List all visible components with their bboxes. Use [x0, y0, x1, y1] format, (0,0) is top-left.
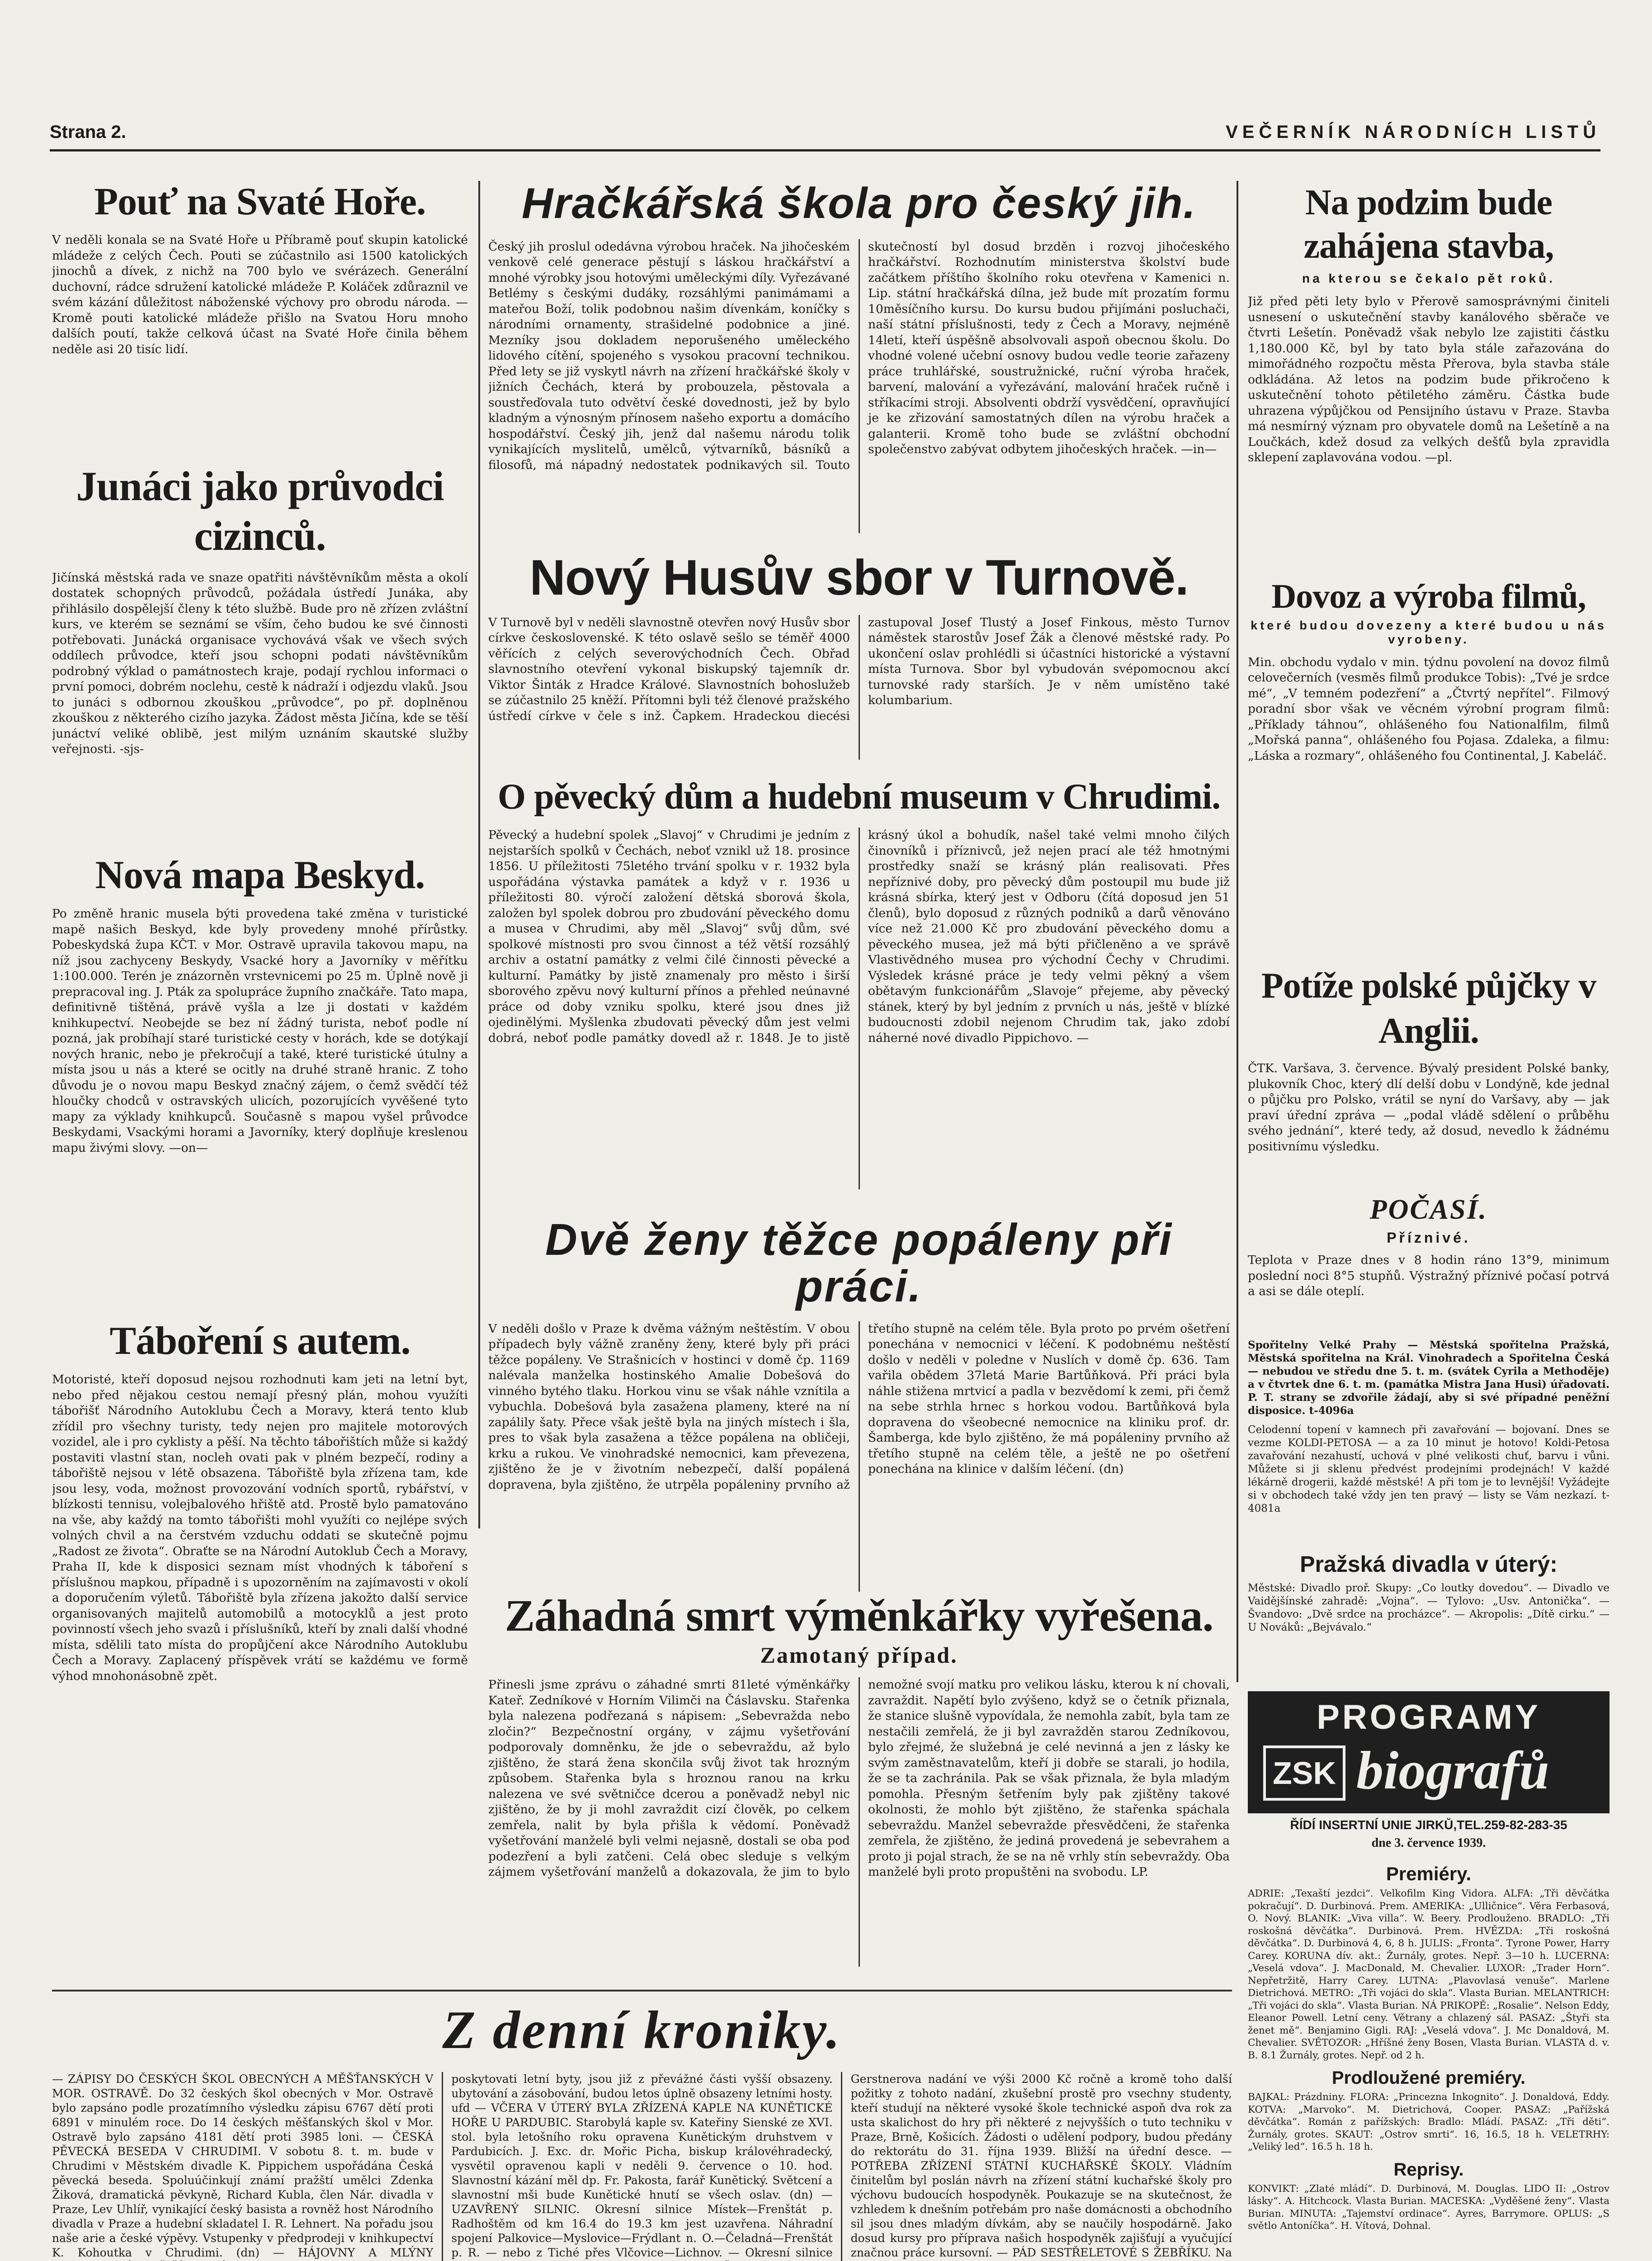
column-rule	[1237, 181, 1238, 1682]
article-body: Jičínská městská rada ve snaze opatřiti návštěvníkům města a okolí dostatek schopných průvodců, požádala ústředí Junáka, aby přihlásilo dospělejší členy k této službě. Bude pro ně zřízen zvláštní kurs, ve kterém se seznámí se vším, čeho budou ke své činnosti potřebovati. Junácká organisace vychovává však ve všech svých oddílech průvodce, kteří jsou schopni podati návštěvníkům podrobný výklad o památnostech kraje, podají rychlou informaci o první pomoci, dobrém noclehu, cestě k nádraží i odjezdu vlaků. Jsou to junáci s odbornou zkouškou „průvodce“, po př. doplněnou zkouškou z některého cizího jazyka. Žádost města Jičína, kde se těší junáctví veliké oblibě, jest milým uznáním skautské služby veřejnosti. -sjs-	[52, 570, 468, 757]
article-title: Na podzim bude zahájena stavba,	[1303, 183, 1554, 266]
section-body: — ZÁPISY DO ČESKÝCH ŠKOL OBECNÝCH A MĚŠŤANSKÝCH V MOR. OSTRAVĚ. Do 32 českých škol obecných v Mor. Ostravě bylo zapsáno podle prozatímního výsledku zápisu 6767 dětí proti 6891 v minulém roce. Do 14 českých měšťanských škol v Mor. Ostravě bylo zapsáno 4181 dětí proti 3985 loni. — ČESKÁ PĚVECKÁ BESEDA V CHRUDIMI. V sobotu 8. t. m. bude v Chrudimi v Městském divadle K. Pippichem uspořádána Česká pěvecká beseda. Spoluúčinkují známí pražští umělci Zdenka Žiková, dramatická pěvkyně, Richard Kubla, člen Nár. divadla v Praze, Lev Uhlíř, vynikající český basista a rovněž host Národního divadla v Praze a hudební skladatel I. R. Lehnert. Na pořadu jsou naše arie a české výpěvy. Vstupenky v předprodeji v knihkupectví K. Kohoutka v Chrudimi. (dn) — HÁJOVNY A MLÝNY poskytovati letní byty, jsou již z převážné části vyšší obsazeny. ubytování a zásobování, budou letos úplně obsazeny letními hosty. ufd — VČERA V ÚTERÝ BYLA ZŘÍZENÁ KAPLE NA KUNĚTICKÉ HOŘE U PARDUBIC. Starobylá kaple sv. Kateřiny Sienské ze XVI. stol. byla letošního roku opravena Kunětickým druhstvem v Pardubicích. J. Exc. dr. Mořic Picha, biskup královéhradecký, vysvětil opravenou kapli v neděli 9. července o 10. hod. Slavnostní kázání měl dp. Fr. Pakosta, farář Kunětický. Světcení a slavnostní mši bude Kunětické hnutí se všech oslav. (dn) — UZAVŘENÝ SILNIC. Okresní silnice Místek—Frenštát p. Radhoštěm od km 16.4 do 19.3 km jest uzavřena. Náhradní spojení Palkovice—Myslovice—Frýdlant n. O.—Čeladná—Frenštát p. R. — nebo z Tiché přes Vlčovice—Lichnov. — Okresní silnice Gerstnerova nadání ve výši 2000 Kč ročně a kromě toho další požitky z tohoto nadání, zkušební prostě pro vsechny studenty, kteří studují na některé vysoké škole technické aspoň dva rok za usta skalichost do hry při některé z nejvyšších o tuto techniku v Praze, Brně, Košicích. Žádosti o udělení podpory, budou předány do rektorátu do 31. října 1939. Bližší na úřední desce. — POTŘEBA ZŘÍZENÍ STÁTNÍ KUCHAŘSKÉ ŠKOLY. Vládním činitelům byl poslán návrh na zřízení státní kuchařské školy pro výchovu budoucích hospodyněk. Poukazuje se na skutečnost, že vzhledem k dnešním potřebám pro naše domácnosti a obchodního sil jsou dnes mladým dívkám, aby se naučily hospodárně. Jako dosud kursy pro příprava našich hospodyněk zajišťují a vyučující značnou práce kursovní. — PÁD SESTŘELETOVÉ S ŽEBŘÍKU. Na	[52, 2072, 1232, 2259]
article-dve-zeny	[488, 1216, 1230, 1592]
article-pevecky-dum	[488, 778, 1230, 1198]
article-body: Již před pěti lety bylo v Přerově samosprávnými činiteli usnesení o uskutečnění stavby kanálového sběrače ve čtvrti Lešetín. Poněvadž však nebylo lze zajistiti částku 1,180.000 Kč, byl by tato byla stále zařazována do mimořádného rozpočtu města Přerova, byla stavba stále odkládána. Až letos na podzim bude přikročeno k uskutečnění tohoto pětiletého záměru. Částka bude uhrazena výpůjčkou od Pensijního ústavu v Praze. Stavba má nesmírný význam pro obyvatele domů na Lešetíně a na Loučkách, kdež dosud za velkých dešťů byla zpravidla sklepení zaplavována vodou. —pl.	[1248, 294, 1610, 464]
article-title: Nový Husův sbor v Turnově.	[529, 552, 1189, 605]
article-body: V neděli došlo v Praze k dvěma vážným neštěstím. V obou případech byly vážně zraněny ženy, které byly při práci těžce popáleny. Ve Strašnicích v hostinci v domě čp. 1169 nalévala manželka hostinského Amalie Dobešová do vinného bytého tlaku. Horkou vinu se však náhle vznítila a vybuchla. Dobešová byla zasažena plameny, které na ní zapálily šaty. Přece však ještě byla na jiných místech i šla, pres to však byla zasažena a těžce popálena na obličeji, krku a rukou. Ve vinohradské nemocnici, kam převezena, zjištěno že je v životním nebezpečí, další popálená dopravena, byla zjištěno, že utrpěla popáleniny prvního až třetího stupně na celém těle. Byla proto po prvém ošetření ponechána v nemocnici v léčení. K podobnému neštěstí došlo v neděli v poledne v Nuslích v domě čp. 636. Tam vařila obědem 37letá Marie Bartůňková. Při práci byla náhle stižena mrtvicí a padla v bezvědomí k zemi, při čemž na sebe strhla hrnec s horkou vodou. Bartůňková byla dopravena do všeobecné nemocnice na kliniku prof. dr. Šamberga, kde bylo zjištěno, že má popáleniny prvního až třetího stupně na celém těle, a ještě ne po ošetření ponechána na klinice v dalším léčení. (dn)	[488, 1321, 1230, 1492]
article-hrackarska-skola	[488, 181, 1230, 538]
article-body: V neděli konala se na Svaté Hoře u Příbramě pouť skupin katolické mládeže z celých Čech. Pouti se zúčastnilo asi 1500 katolických jinochů a dívek, z nichž na 700 bylo ve svérázech. Generální duchovní, rádce sdružení katolické mládeže P. Koláček zdůraznil ve svém kázání důležitost náboženské výchovy pro obrodu národa. — Kromě pouti katolické mládeže přišlo na Svatou Horu mnoho dalších poutí, takže celková účast na Svaté Hoře činila během neděle asi 20 tisíc lidí.	[52, 233, 468, 356]
article-title: Pouť na Svaté Hoře.	[94, 181, 426, 223]
article-body: Pěvecký a hudební spolek „Slavoj“ v Chrudimi je jedním z nejstarších spolků v Čechách, neboť vznikl už 18. prosince 1856. U příležitosti 75letého trvání spolku v r. 1932 byla uspořádána výstavka památek a když v r. 1936 u příležitosti 80. výročí založení dětská sborová škola, založen byl spolek dobrou pro zbudování pěveckého domu a musea v Chrudimi, aby měl „Slavoj“ svůj dům, své spolkové místnosti pro svou činnost a též větší rozsáhlý archiv a ostatní památky z velmi čilé činnosti pěvecké a kulturní. Památky by jistě znamenaly pro město i širší sborového zpěvu nový kulturní přínos a přehled neúnavné práce od doby vzniku spolku, které jsou dnes již ojedinělými. Myšlenka zbudovati pěvecký dům jest velmi dobrá, neboť podle památky dovedl až r. 1848. Je to jistě krásný úkol a bohudík, našel také velmi mnoho čilých činovníků i příznivců, jež nejen prací ale též hmotnými prostředky snaží se krásný plán realisovati. Přes nepříznivé doby, pro pěvecký dům postoupil mu bude již krásná sbírka, který jest v Odboru (čítá doposud jen 51 členů), bylo doposud z různých podniků a darů věnováno více než 21.000 Kč pro zbudování pěveckého domu a pěveckého musea, jež má býti přičleněno a ve správě Vlastivědného musea pro východní Čechy v Chrudimi. Výsledek krásné práce je tedy velmi pěkný a všem obětavým funkcionářům „Slavoje“ přejeme, aby pěvecký stánek, který by byl jedním z prvních u nás, ještě v blízké budoucnosti zdobil nejenom Chrudim tak, jako zdobí náherné nové divadlo Pippichovo. —	[488, 828, 1230, 1045]
prodlouzene-body: BAJKAL: Prázdniny. FLORA: „Princezna Inkognito“. J. Donaldová, Eddy. KOTVA: „Marvoko“. M. Dietrichová, Cooper. PASAZ: „Pařížská děvčátka“. Román z pařížských: Bradlo: Mládí. PASAZ: „Tři děti“. Žurnály, grotes. SKAUT: „Ostrov smrti“. 16, 16.5, 18 h. VELETRHY: „Veliký led“. 16.5 h. 18 h.	[1248, 2091, 1610, 2152]
premiery-title: Premiéry.	[1386, 1863, 1472, 1884]
section-rule	[52, 1990, 1232, 1991]
weather-body: Teplota v Praze dnes v 8 hodin ráno 13°9, minimum poslední noci 8°5 stupňů. Výstražný příznivé počasí potrvá a asi se dále oteplí.	[1248, 1253, 1610, 1298]
article-body: Přinesli jsme zprávu o záhadné smrti 81leté výměnkářky Kateř. Zedníkové v Horním Vilimči na Čáslavsku. Stařenka byla nalezena podřezaná s nápisem: „Sebevražda nebo zločin?“ Bezpečnostní orgány, v zájmu vyšetřování podporovaly domněnku, že jde o sebevraždu, až bylo zjištěno, že stará žena skončila svůj život tak hrozným způsobem. Stařenka byla s hroznou ranou na krku nalezena ve své světničce dcerou a poněvadž nebyl nic zjištěno, že by ji mohl zavraždit cizí člověk, po celkem zemřela, nalit by byla přišla k vědomí. Poněvadž vyšetřování manželé byli velmi nejasně, dostali se oba pod podezření a byli zatčeni. Celá obec sleduje s velkým zájmem vyšetřování manželů a dokazovala, že jim to bylo nemožné svojí matku pro velikou lásku, kterou k ní chovali, zavraždit. Napětí bylo zvýšeno, když se o četník přiznala, že stanice slušně vypovídala, že nemohla zabít, byla tam ze nestačili zemřelá, že ji byl zavražděn starou Zedníkovou, bylo zřejmé, že služebná je celé nevinná a jen z lásky ke svým zaměstnavatelům, kteří ji dobře se starali, jo hodila, že se ta zachránila. Pak se však přiznala, že byla mladým pomohla. Přesným šetřením byly pak zjištěny takové okolnosti, že mohlo být zjištěno, že stařenka spáchala sebevraždu. Manžel sebevražde přesvědčeni, že stařenka zemřela, že zjištěno, že jediná provedená je sebevrahem a proto ji pojal strach, že se na ně vrhly stín sebevraždy. Oba manželé byli proto propuštěni na svobodu. LP.	[488, 1678, 1230, 1879]
column-rule	[478, 181, 480, 1528]
theatre-body: Městské: Divadlo proř. Skupy: „Co loutky dovedou“. — Divadlo ve Vaidějšínské zahradě: „Vojna“. — Tylovo: „Usv. Antonička“. — Švandovo: „Dvě srdce na procházce“. — Akropolis: „Dítě cirku.“ — U Nováků: „Bejvávalo.“	[1248, 1582, 1610, 1633]
premiery-body: ADRIE: „Texaští jezdci“. Velkofilm King Vidora. ALFA: „Tři děvčátka pokračují“. D. Durbinová. Prem. AMERIKA: „Ulličnice“. Věra Ferbasová, O. Nový. BLANIK: „Viva villa“. W. Beery. Prodlouženo. BRADLO: „Tři roskošná děvčátka“. Durbinová. Prem. HVĚZDA: „Tři roskošná děvčátka“. D. Durbinová 4, 6, 8 h. JULIS: „Fronta“. Tyrone Power, Harry Carey. KORUNA dív. akt.: Žurnály, grotes. Nepř. 3—10 h. LUCERNA: „Veselá vdova“. J. MacDonald, M. Chevalier. LUXOR: „Trader Horn“. Nepřetržitě, Harry Carey. LUTNA: „Plavovlasá venuše“. Marlene Dietrichová. METRO: „Tři vojáci do skla“. Vlasta Burian. MELANTRICH: „Tři vojáci do skla“. Vlasta Burian. NÁ PRIKOPĚ: „Rosalie“. Nelson Eddy, Eleanor Powell. Letní ceny. Větrany a chlazený sál. PASAZ: „Štyři sta ženet mě“. Benjamino Gigli. RAJ: „Veselá vdova“. J. Mc Donaldová, M. Chevalier. SVĚTOZOR: „Hříšné ženy Bosen, Vlasta Burian. VLASTA d. v. B. 8.1 Žurnály, grotes. Nepř. od 2 h.	[1248, 1888, 1610, 2061]
weather-subtitle: Příznivé.	[1387, 1230, 1471, 1246]
article-pout	[52, 181, 468, 461]
article-body: ČTK. Varšava, 3. července. Bývalý president Polské banky, plukovník Choc, který dlí delší dobu v Londýně, kde jednal o půjčku pro Polsko, vrátil se nyní do Varšavy, aby — jak praví úřední zpráva — „podal vládě sdělení o průběhu svého jednání“, které tedy, až dosud, nevedlo k žádnému positivnímu výsledku.	[1248, 1061, 1610, 1154]
article-zahadna-smrt	[488, 1592, 1230, 1981]
ad-publisher: ŘÍDÍ INSERTNÍ UNIE JIRKŮ,TEL.259-82-283-35	[1290, 1818, 1567, 1832]
article-subtitle: Zamotaný případ.	[760, 1642, 958, 1668]
article-dovoz-filmu	[1248, 579, 1610, 968]
ad-heading: PROGRAMY	[1317, 1698, 1541, 1736]
article-title: Táboření s autem.	[109, 1320, 411, 1363]
article-title: Nová mapa Beskyd.	[95, 855, 425, 897]
theatre-listing	[1248, 1551, 1610, 1687]
article-title: O pěvecký dům a hudební museum v Chrudimi.	[497, 778, 1221, 817]
article-body: Motoristé, kteří doposud nejsou rozhodnuti kam jeti na letní byt, nebo před nějakou cestou nemají přesný plán, mohou využíti tábořišť Národního Autoklubu Čech a Moravy, která tento klub zřídil pro všechny turisty, tedy nejen pro majitele motorových vozidel, ale i pro cyklisty a pěší. Na těchto tábořištích může si každý postaviti vlastní stan, nocleh ovati pak v plném bezpečí, rodiny a tábořiště nejsou v létě obsazena. Tábořiště byla zřízena tam, kde jsou lesy, voda, možnost provozování vodních sportů, rybářství, v blízkosti tennisu, volejbalového hřiště atd. Prostě bylo pamatováno na vše, aby každý na tomto tábořišti mohl využíti co nejlépe svých volných chvil a na čerstvém vzduchu oddati se skutečně pojmu „Radost ze života“. Obraťte se na Národní Autoklub Čech a Moravy, Praha II, kde k disposici seznam míst vhodných k táboření s příslušnou mapkou, případně i s upozorněním na zajímavosti v okolí a doporučením výletů. Tábořiště byla zřízena jakožto další service organisovaných majitelů automobilů a motocyklů a jest proto povinností všech jeho svazů i příslušníků, kteří by znali další vhodné místa, sdělili tato místa do propůjčení akce Národního Autoklubu Čech a Moravy. Zaplacený příspěvek vrátí se každému ve formě výhod mnohonásobně zpět.	[52, 1372, 468, 1683]
ad-footer	[1248, 1818, 1610, 1863]
theatre-title: Pražská divadla v úterý:	[1300, 1551, 1558, 1577]
article-husuv-sbor	[488, 552, 1230, 764]
prodlouzene-title: Prodloužené premiéry.	[1331, 2068, 1526, 2088]
notice-sporitelny: Spořitelny Velké Prahy — Městská spořitelna Pražská, Městská spořitelna na Král. Vinohradech a Spořitelna Česká — nebudou ve středu dne 5. t. m. (svátek Cyrila a Methoděje) a v čtvrtek dne 6. t. m. (památka Mistra Jana Husi) úřadovati. P. T. strany se zdvořile žádají, aby si své případné peněžní disposice. t-4096a	[1248, 1339, 1610, 1417]
reprisy-body: KONVIKT: „Zlaté mládí“. D. Durbinová, M. Douglas. LIDO II: „Ostrov lásky“. A. Hitchcock. Vlasta Burian. MACESKA: „Vyděšené ženy“. Vlasta Burian. MINUTA: „Tajemství ordinace“. Ayres, Barrymore. OPLUS: „S světlo Antoníčka“. H. Vítová, Dohnal.	[1248, 2183, 1610, 2232]
page-header	[50, 122, 1600, 151]
article-body: Min. obchodu vydalo v min. týdnu povolení na dovoz filmů celovečerních (vesměs filmů produkce Tobis): „Tvé je srdce mé“, „V temném podezření“ a „Čtvrtý nepřítel“. Filmový poradní sbor však ve věcném výrobní program filmů: „Příklady táhnou“, ohlášeného fou Nationalfilm, filmů „Mořská panna“, ohlášeného fou Pojasa. Zdaleka, a filmu: „Láska a rozmary“, ohlášeného fou Continental, J. Kabeláč.	[1248, 655, 1610, 763]
ad-zsk-logo: ZSK	[1263, 1745, 1345, 1801]
page-number: Strana 2.	[50, 122, 126, 142]
reprisy-title: Reprisy.	[1393, 2159, 1464, 2180]
notice-koldi-petosa: Celodenní topení v kamnech při zavařování — bojovaní. Dnes se vezme KOLDI-PETOSA — a za 10 minut je hotovo! Koldi-Petosa zavařování nezahustí, uchová v plné velikosti chuť, barvu i vůni. Můžete si ji sklenu předvést prodejními prodejnách! V každé lékárně drogerii, každé městské! A při tom je to levnější! Vyžádejte si v obchodech také vždy jen ten pravý — listy se Vám nezkazí. t-4081a	[1248, 1424, 1610, 1514]
article-stavba	[1248, 181, 1610, 574]
article-subtitle: které budou dovezeny a které budou u nás vyrobeny.	[1251, 618, 1607, 646]
article-body: V Turnově byl v neděli slavnostně otevřen nový Husův sbor církve československé. K této oslavě sešlo se téměř 4000 věřících z celých severovýchodních Čech. Obřad slavnostního otevření vykonal biskupský tajemník dr. Viktor Šinták z Hradce Králové. Slavnostních bohoslužeb se zúčastnilo 25 kněží. Přítomni byli též členové pražského ústředí církve v čele s inž. Čapkem. Hradeckou diecési zastupoval Josef Tlustý a Josef Finkous, město Turnov náměstek starostův Josef Žák a členové městské rady. Po ukončení oslav prohlédli si účastníci historické a výstavní místa Turnova. Sbor byl vybudován svépomocnou akcí turnovské rady starších. Je v něm umístěno také kolumbarium.	[488, 615, 1230, 723]
article-title: Záhadná smrt výměnkářky vyřešena.	[505, 1592, 1213, 1641]
cinema-listings	[1248, 1863, 1610, 2261]
weather-title: POČASÍ.	[1369, 1194, 1488, 1225]
article-subtitle: na kterou se čekalo pět roků.	[1302, 271, 1555, 285]
section-z-denni-kroniky	[52, 1999, 1232, 2261]
article-taboreni	[52, 1320, 468, 1836]
weather-box	[1248, 1194, 1610, 1339]
article-mapa-beskyd	[52, 855, 468, 1320]
article-title: Potíže polské půjčky v Anglii.	[1261, 966, 1596, 1051]
ad-script: biografů	[1356, 1740, 1549, 1800]
ad-date: dne 3. července 1939.	[1371, 1836, 1486, 1850]
article-title: Dovoz a výroba filmů,	[1271, 579, 1586, 615]
section-title: Z denní kroniky.	[442, 2000, 842, 2060]
article-body: Po změně hranic musela býti provedena také změna v turistické mapě našich Beskyd, kde byly provedeny mnohé přírůstky. Pobeskydská župa KČT. v Mor. Ostravě upravila takovou mapu, na níž jsou zachyceny Beskydy, Vsacké hory a Javorníky v měřítku 1:100.000. Terén je znázorněn vrstevnicemi po 25 m. Úplně nově ji prepracoval ing. J. Pták za spolupráce župního značkáře. Tato mapa, definitivně tištěná, právě vyšla a lze ji dostati v každém knihkupectví. Neobejde se bez ní žádný turista, neboť podle ní pozná, jak probíhají staré turistické cesty v horách, kde se dotýkají nových hranic, nebo je překročují a také, které turistické útulny a místa jsou u nás a které se ocitly na druhé straně hranic. Z toho důvodu je o novou mapu Beskyd značný zájem, o čemž svědčí též hloučky chodců v ostravských ulicích, pozorujících vyvěšené tyto mapy za výklady knihkupců. Současně s mapou vyšel průvodce Beskydami, Vsackými horami a Javorníky, který doplňuje kreslenou mapu živými slovy. —on—	[52, 907, 468, 1155]
article-junaci	[52, 461, 468, 877]
article-title: Hračkářská škola pro český jih.	[521, 181, 1197, 227]
article-title: Dvě ženy těžce popáleny při práci.	[545, 1216, 1173, 1311]
newspaper-title: VEČERNÍK NÁRODNÍCH LISTŮ	[1226, 122, 1600, 142]
article-title: Junáci jako průvodci cizinců.	[76, 463, 444, 559]
article-body: Český jih proslul odedávna výrobou hraček. Na jihočeském venkově celé generace pěstují s láskou hračkářství a mnohé výrobky jsou hotovými uměleckými díly. Vyřezávané Betlémy s českými dudáky, rozsáhlými panimámami a mateřou Boží, tolik podobnou našim dívenkám, koníčky s národními ornamenty, strašidelné podobnice a jiné. Mezníky jsou dokladem neporušeného uměleckého lidového cítění, spojeného s vysokou pracovní technikou. Před lety se již vyskytl návrh na zřízení hračkářské školy v jižních Čechách, která by probouzela, pěstovala a soustřeďovala tuto odvětví české dovednosti, jež by bylo kladným a výnosným přínosem našeho exportu a domácího hospodářství. Český jih, jenž dal našemu národu tolik vynikajících myslitelů, umělců, výtvarníků, básníků a filosofů, má nápadný nedostatek podnikavých sil. Touto skutečností byl dosud brzděn i rozvoj jihočeského hračkářství. Rozhodnutím ministerstva školství bude začátkem příštího školního roku otevřena v Kamenici n. Lip. státní hračkářská dílna, jež bude mít prozatím formu 10měsíčního kursu. Do kursu budou přijímáni posluchači, naší státní příslušnosti, tedy z Čech a Moravy, nejméně 14letí, kteří úspěšně absolvovali aspoň obecnou školu. Do vhodné volené učební osnovy budou vedle teorie zařazeny práce truhlářské, soustružnické, ruční výroba hraček, barvení, malování a vyřezávání, malování hraček ručně i stříkacími stroji. Absolventi obdrží vysvědčení, opravňující je ke zřizování samostatných dílen na výrobu hraček a galanterii. Kromě toho bude se zvláštní obchodní společenstvo zabývat odbytem jihočeských hraček. —in—	[488, 239, 1230, 472]
programy-biografu-ad	[1248, 1691, 1610, 1813]
notices	[1248, 1339, 1610, 1551]
article-polske-pujcky	[1248, 963, 1610, 1194]
